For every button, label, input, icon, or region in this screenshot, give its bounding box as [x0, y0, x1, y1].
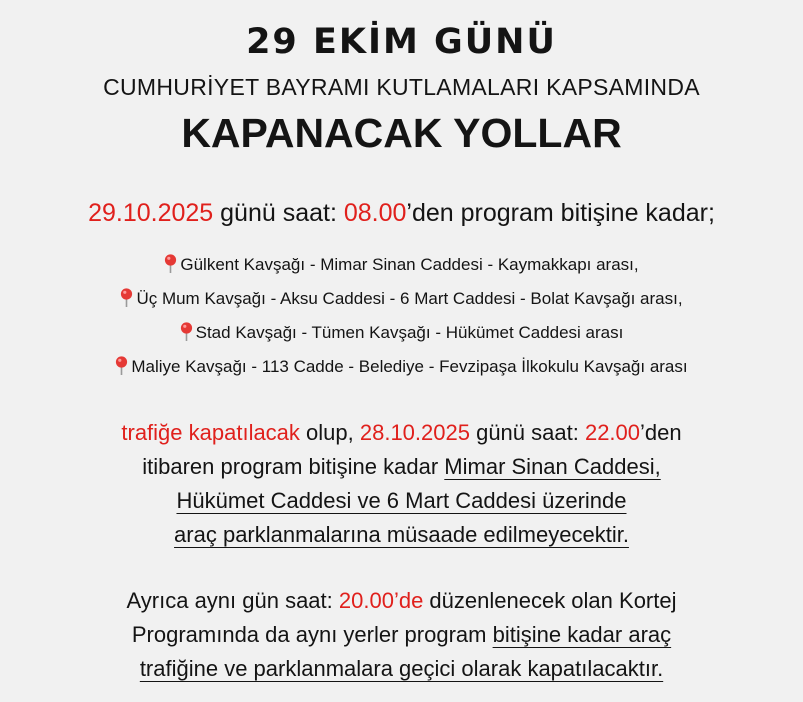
paragraph-text: ’den [640, 420, 682, 445]
cortege-paragraph [0, 584, 803, 686]
parking-ban-paragraph [0, 416, 803, 552]
paragraph-line [0, 450, 803, 484]
route-item [0, 248, 803, 282]
paragraph-line [0, 484, 803, 518]
route-text: Gülkent Kavşağı - Mimar Sinan Caddesi - Kaymakkapı arası, [180, 255, 639, 274]
paragraph-text: olup, [299, 420, 360, 445]
dateline-text-1: günü saat: [213, 199, 344, 227]
paragraph-line [0, 584, 803, 618]
underlined-text: Mimar Sinan Caddesi, [444, 454, 661, 479]
title-main: KAPANACAK YOLLAR [181, 110, 622, 156]
highlight-time: 20.00’de [338, 588, 424, 613]
paragraph-text: düzenlenecek olan Kortej [423, 588, 677, 613]
closure-dateline [0, 196, 803, 230]
paragraph-text: Ayrıca aynı gün saat: [126, 588, 339, 613]
paragraph-line [0, 652, 803, 686]
paragraph-line [0, 518, 803, 552]
title-date: 29 EKİM GÜNÜ [246, 22, 557, 62]
paragraph-line [0, 618, 803, 652]
closure-time: 08.00 [343, 199, 407, 227]
pin-icon [120, 288, 133, 307]
paragraph-text: itibaren program bitişine kadar [142, 454, 445, 479]
underlined-text: araç parklanmalarına müsaade edilmeyecektir. [174, 522, 629, 547]
closure-date: 29.10.2025 [88, 199, 214, 227]
underlined-text: Hükümet Caddesi ve 6 Mart Caddesi üzerinde [176, 488, 627, 513]
paragraph-text: günü saat: [469, 420, 585, 445]
highlight-time: 22.00 [584, 420, 641, 445]
pin-icon [164, 254, 177, 273]
dateline-text-2: ’den program bitişine kadar; [406, 199, 715, 227]
highlight-date: 28.10.2025 [359, 420, 470, 445]
title-subtitle: CUMHURİYET BAYRAMI KUTLAMALARI KAPSAMINDA [103, 74, 700, 100]
route-text: Stad Kavşağı - Tümen Kavşağı - Hükümet Caddesi arası [195, 323, 624, 342]
paragraph-line [0, 416, 803, 450]
pin-icon [115, 356, 128, 375]
route-list [0, 248, 803, 384]
paragraph-text: Programında da aynı yerler program [131, 622, 493, 647]
route-text: Maliye Kavşağı - 113 Cadde - Belediye - Fevzipaşa İlkokulu Kavşağı arası [131, 357, 688, 376]
route-item [0, 282, 803, 316]
route-text: Üç Mum Kavşağı - Aksu Caddesi - 6 Mart Caddesi - Bolat Kavşağı arası, [136, 289, 683, 308]
highlight-closed: trafiğe kapatılacak [121, 420, 300, 445]
pin-icon [180, 322, 193, 341]
underlined-text: trafiğine ve parklanmalara geçici olarak kapatılacaktır. [139, 656, 664, 681]
route-item [0, 350, 803, 384]
route-item [0, 316, 803, 350]
underlined-text: bitişine kadar araç [492, 622, 672, 647]
